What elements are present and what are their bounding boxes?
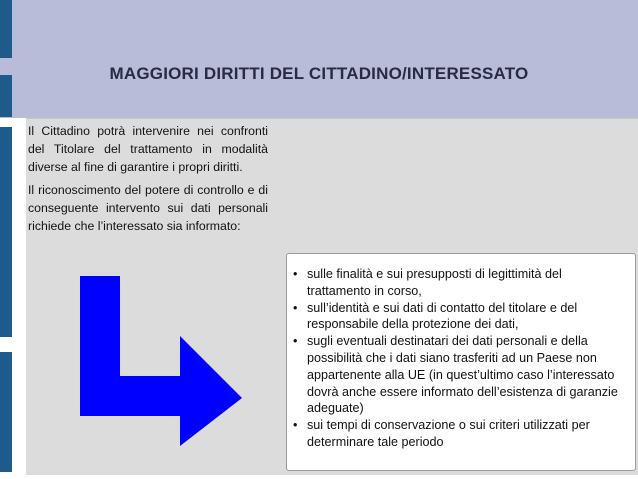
page-title: MAGGIORI DIRITTI DEL CITTADINO/INTERESSATO bbox=[109, 64, 529, 83]
intro-paragraph: Il Cittadino potrà intervenire nei confronti del Titolare del trattamento in modalità diverse al fine di garantire i propri diritti. bbox=[28, 124, 268, 174]
edge-bar bbox=[0, 127, 12, 337]
edge-bar bbox=[0, 0, 12, 58]
arrow-down-right-icon bbox=[70, 276, 246, 446]
list-item bbox=[287, 417, 621, 451]
list-item bbox=[287, 333, 621, 417]
list-item-text: sulle finalità e sui presupposti di legittimità del trattamento in corso, bbox=[307, 267, 562, 298]
bullet-icon: • bbox=[293, 300, 298, 315]
list-item-text: sugli eventuali destinatari dei dati personali e della possibilità che i dati siano trasferiti ad un Paese non appartenente alla UE (in quest’ultimo caso l’interessato dovrà anche essere informato dell’esistenza di garanzie adeguate) bbox=[307, 334, 618, 416]
edge-bar bbox=[0, 352, 12, 472]
list-item-text: sull’identità e sui dati di contatto del titolare e del responsabile della protezione dei dati, bbox=[307, 300, 578, 332]
bullet-icon: • bbox=[293, 418, 298, 433]
list-item bbox=[287, 300, 621, 334]
list-item-text: sui tempi di conservazione o sui criteri utilizzati per determinare tale periodo bbox=[307, 418, 590, 449]
intro-text bbox=[28, 122, 268, 240]
information-list bbox=[287, 254, 635, 451]
bullet-icon: • bbox=[293, 267, 298, 281]
intro-paragraph: Il riconoscimento del potere di controllo e di conseguente intervento sui dati personali richiede che l’interessato sia informato: bbox=[28, 183, 268, 233]
slide-header bbox=[0, 0, 638, 118]
list-item bbox=[287, 266, 621, 300]
bullet-icon: • bbox=[293, 334, 298, 349]
information-box bbox=[286, 253, 636, 471]
